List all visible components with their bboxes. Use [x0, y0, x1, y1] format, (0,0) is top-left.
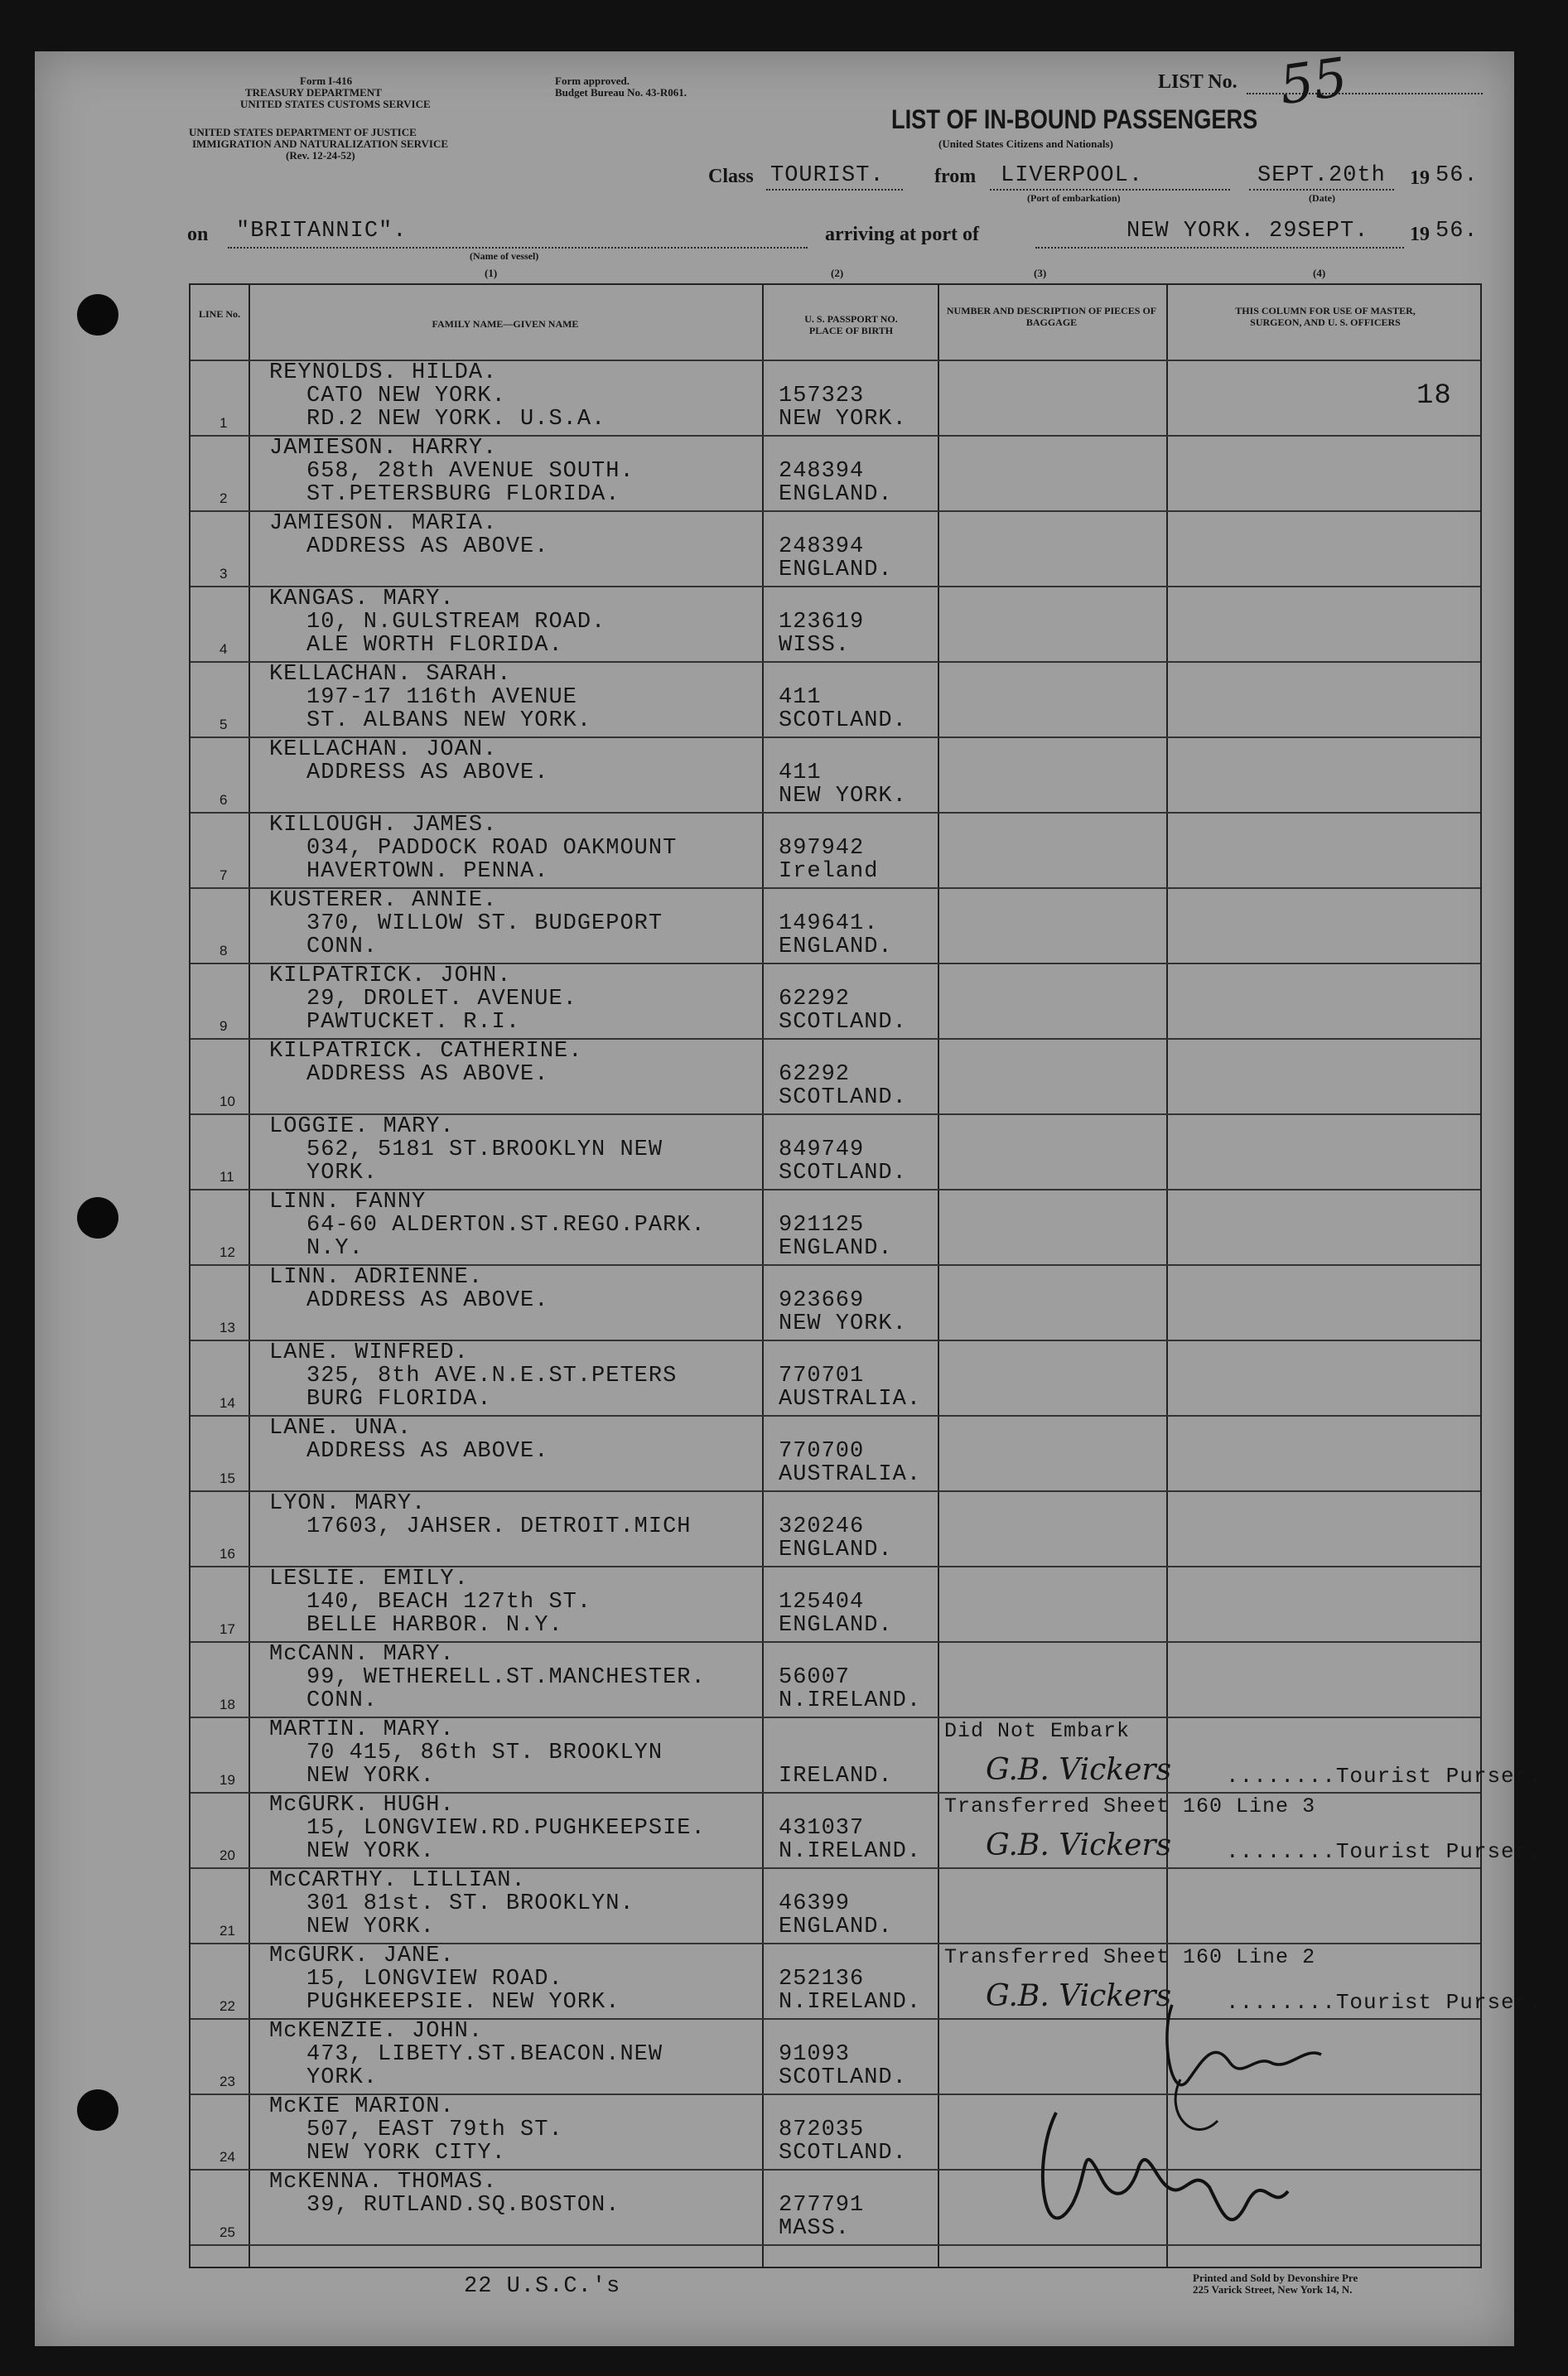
- passport-number: 62292: [779, 987, 851, 1012]
- vessel-name: "BRITANNIC".: [236, 219, 408, 244]
- table-row: [191, 963, 1480, 1040]
- place-of-birth: SCOTLAND.: [779, 1085, 907, 1110]
- place-of-birth: AUSTRALIA.: [779, 1387, 922, 1412]
- column-number-2: (2): [831, 267, 844, 279]
- place-of-birth: ENGLAND.: [779, 558, 893, 582]
- arrival-value: NEW YORK. 29SEPT.: [1127, 219, 1369, 244]
- document-subtitle: (United States Citizens and Nationals): [938, 138, 1113, 150]
- year2-value: 56.: [1435, 219, 1479, 244]
- passport-number: 897942: [779, 836, 865, 861]
- address-line-2: PUGHKEEPSIE. NEW YORK.: [306, 1990, 620, 2015]
- baggage-note: Transferred Sheet 160 Line 3: [944, 1794, 1316, 1818]
- address-line-2: YORK.: [306, 2065, 379, 2090]
- form-approved: Form approved.: [555, 75, 630, 87]
- passenger-name: KILLOUGH. JAMES.: [269, 813, 498, 838]
- address-line-2: CONN.: [306, 1688, 379, 1713]
- place-of-birth: ENGLAND.: [779, 482, 893, 507]
- line-number: 16: [220, 1546, 235, 1562]
- on-label: on: [187, 224, 209, 245]
- class-label: Class: [708, 166, 754, 187]
- address-line-1: 370, WILLOW ST. BUDGEPORT: [306, 911, 663, 936]
- address-line-1: 29, DROLET. AVENUE.: [306, 987, 577, 1012]
- address-line-1: ADDRESS AS ABOVE.: [306, 1288, 549, 1313]
- passenger-name: KILPATRICK. CATHERINE.: [269, 1039, 583, 1064]
- passport-number: 62292: [779, 1062, 851, 1087]
- line-number: 19: [220, 1772, 235, 1788]
- place-of-birth: NEW YORK.: [779, 407, 907, 432]
- table-row: [191, 435, 1480, 512]
- address-line-1: ADDRESS AS ABOVE.: [306, 1062, 549, 1087]
- table-row: [191, 1641, 1480, 1718]
- table-row: [191, 1264, 1480, 1341]
- port-note: (Port of embarkation): [1027, 192, 1121, 204]
- table-row: [191, 812, 1480, 889]
- passport-number: 157323: [779, 384, 865, 408]
- table-row: [191, 661, 1480, 738]
- address-line-2: ALE WORTH FLORIDA.: [306, 633, 563, 658]
- passport-number: 770700: [779, 1439, 865, 1464]
- place-of-birth: ENGLAND.: [779, 1538, 893, 1562]
- officer-note: ........Tourist Purser.: [1226, 1764, 1542, 1789]
- address-line-1: 10, N.GULSTREAM ROAD.: [306, 610, 606, 635]
- line-number: 24: [220, 2149, 235, 2165]
- line-number: 3: [220, 566, 228, 582]
- passenger-name: MARTIN. MARY.: [269, 1717, 455, 1742]
- col-header-officers: THIS COLUMN FOR USE OF MASTER, SURGEON, AND U. S. OFFICERS: [1235, 305, 1416, 328]
- table-row: [191, 1792, 1542, 1869]
- line-number: 7: [220, 867, 228, 883]
- table-row: [191, 1490, 1480, 1567]
- address-line-2: ST. ALBANS NEW YORK.: [306, 708, 592, 733]
- table-row: [191, 1113, 1480, 1190]
- customs-label: UNITED STATES CUSTOMS SERVICE: [240, 98, 431, 110]
- address-line-1: ADDRESS AS ABOVE.: [306, 1439, 549, 1464]
- address-line-1: 325, 8th AVE.N.E.ST.PETERS: [306, 1364, 678, 1388]
- address-line-2: N.Y.: [306, 1236, 364, 1261]
- column-number-4: (4): [1313, 267, 1326, 279]
- passenger-name: LINN. FANNY: [269, 1190, 427, 1215]
- address-line-1: 562, 5181 ST.BROOKLYN NEW: [306, 1137, 663, 1162]
- passport-number: 46399: [779, 1891, 851, 1916]
- address-line-1: 197-17 116th AVENUE: [306, 685, 577, 710]
- year1-prefix: 19: [1410, 167, 1430, 189]
- from-label: from: [934, 166, 977, 187]
- passenger-name: JAMIESON. HARRY.: [269, 436, 498, 461]
- table-row: [191, 586, 1480, 663]
- line-number: 25: [220, 2224, 235, 2240]
- vessel-note: (Name of vessel): [470, 250, 539, 262]
- table-row: [191, 360, 1480, 437]
- address-line-1: 301 81st. ST. BROOKLYN.: [306, 1891, 634, 1916]
- binder-hole: [77, 294, 118, 336]
- passport-number: 411: [779, 685, 822, 710]
- place-of-birth: WISS.: [779, 633, 851, 658]
- address-line-1: 99, WETHERELL.ST.MANCHESTER.: [306, 1665, 706, 1690]
- passenger-name: McGURK. JANE.: [269, 1944, 455, 1968]
- list-no-label: LIST No.: [1158, 71, 1238, 93]
- passenger-name: KILPATRICK. JOHN.: [269, 963, 512, 988]
- form-number: Form I-416: [300, 75, 353, 87]
- passport-number: 921125: [779, 1213, 865, 1238]
- baggage-note: Transferred Sheet 160 Line 2: [944, 1945, 1316, 1969]
- embarkation-port: LIVERPOOL.: [1001, 163, 1144, 188]
- arriving-label: arriving at port of: [825, 224, 979, 245]
- address-line-1: 39, RUTLAND.SQ.BOSTON.: [306, 2193, 620, 2218]
- address-line-1: 507, EAST 79th ST.: [306, 2118, 563, 2142]
- place-of-birth: ENGLAND.: [779, 1613, 893, 1638]
- address-line-2: ST.PETERSBURG FLORIDA.: [306, 482, 620, 507]
- place-of-birth: SCOTLAND.: [779, 2065, 907, 2090]
- printer-line-1: Printed and Sold by Devonshire Pre: [1193, 2272, 1358, 2284]
- line-number: 20: [220, 1847, 235, 1863]
- place-of-birth: SCOTLAND.: [779, 2141, 907, 2166]
- address-line-1: CATO NEW YORK.: [306, 384, 506, 408]
- passenger-name: LYON. MARY.: [269, 1491, 427, 1516]
- line-number: 21: [220, 1923, 235, 1939]
- place-of-birth: NEW YORK.: [779, 1311, 907, 1336]
- line-number: 5: [220, 717, 228, 732]
- passport-number: 56007: [779, 1665, 851, 1690]
- col-header-baggage: NUMBER AND DESCRIPTION OF PIECES OF BAGGAGE: [946, 305, 1157, 328]
- table-row: [191, 887, 1480, 964]
- table-row: [191, 736, 1480, 814]
- passport-number: 411: [779, 761, 822, 785]
- col-header-passport: U. S. PASSPORT NO. PLACE OF BIRTH: [804, 313, 898, 336]
- column-number-3: (3): [1034, 267, 1047, 279]
- place-of-birth: N.IRELAND.: [779, 1688, 922, 1713]
- address-line-2: NEW YORK CITY.: [306, 2141, 506, 2166]
- address-line-2: YORK.: [306, 1161, 379, 1186]
- table-row: [191, 1717, 1542, 1794]
- address-line-1: 034, PADDOCK ROAD OAKMOUNT: [306, 836, 678, 861]
- citizen-total: 22 U.S.C.'s: [464, 2274, 621, 2299]
- passport-number: 770701: [779, 1364, 865, 1388]
- table-row: [191, 1867, 1480, 1944]
- place-of-birth: SCOTLAND.: [779, 1010, 907, 1035]
- table-row: [191, 1415, 1480, 1492]
- address-line-2: PAWTUCKET. R.I.: [306, 1010, 521, 1035]
- officer-note: ........Tourist Purser.: [1226, 1990, 1542, 2015]
- passenger-name: KELLACHAN. JOAN.: [269, 737, 498, 762]
- passport-number: 125404: [779, 1590, 865, 1615]
- place-of-birth: N.IRELAND.: [779, 1839, 922, 1864]
- purser-signature: G.B. Vickers: [986, 1753, 1172, 1787]
- address-line-2: NEW YORK.: [306, 1915, 435, 1939]
- address-line-2: BURG FLORIDA.: [306, 1387, 492, 1412]
- year2-prefix: 19: [1410, 224, 1430, 245]
- passenger-name: REYNOLDS. HILDA.: [269, 360, 498, 385]
- address-line-1: 17603, JAHSER. DETROIT.MICH: [306, 1514, 692, 1539]
- passport-number: 248394: [779, 459, 865, 484]
- departure-date: SEPT.20th: [1257, 163, 1386, 188]
- address-line-2: NEW YORK.: [306, 1839, 435, 1864]
- passenger-name: LOGGIE. MARY.: [269, 1114, 455, 1139]
- table-row: [191, 1189, 1480, 1266]
- passport-number: 149641.: [779, 911, 879, 936]
- address-line-2: RD.2 NEW YORK. U.S.A.: [306, 407, 606, 432]
- passport-number: 849749: [779, 1137, 865, 1162]
- place-of-birth: N.IRELAND.: [779, 1990, 922, 2015]
- officer-note: ........Tourist Purser.: [1226, 1839, 1542, 1864]
- passenger-name: LESLIE. EMILY.: [269, 1567, 469, 1591]
- line-number: 12: [220, 1244, 235, 1260]
- passenger-name: LINN. ADRIENNE.: [269, 1265, 484, 1290]
- line-number: 1: [220, 415, 228, 431]
- place-of-birth: ENGLAND.: [779, 934, 893, 959]
- passenger-name: KANGAS. MARY.: [269, 587, 455, 611]
- table-row: [191, 510, 1480, 587]
- passport-number: 252136: [779, 1967, 865, 1992]
- address-line-1: 64-60 ALDERTON.ST.REGO.PARK.: [306, 1213, 706, 1238]
- line-number: 4: [220, 641, 228, 657]
- table-row: [191, 1566, 1480, 1643]
- address-line-2: HAVERTOWN. PENNA.: [306, 859, 549, 884]
- line-number: 15: [220, 1471, 235, 1486]
- col-header-name: FAMILY NAME—GIVEN NAME: [432, 318, 579, 330]
- address-line-1: 473, LIBETY.ST.BEACON.NEW: [306, 2042, 663, 2067]
- list-no-value: 55: [1276, 46, 1352, 118]
- place-of-birth: MASS.: [779, 2216, 851, 2241]
- place-of-birth: NEW YORK.: [779, 784, 907, 809]
- address-line-1: 658, 28th AVENUE SOUTH.: [306, 459, 634, 484]
- place-of-birth: Ireland: [779, 859, 879, 884]
- passport-number: 872035: [779, 2118, 865, 2142]
- passport-number: 277791: [779, 2193, 865, 2218]
- passport-number: 320246: [779, 1514, 865, 1539]
- baggage-note: Did Not Embark: [944, 1719, 1131, 1743]
- printer-line-2: 225 Varick Street, New York 14, N.: [1193, 2283, 1353, 2296]
- line-number: 8: [220, 943, 228, 959]
- address-line-2: CONN.: [306, 934, 379, 959]
- address-line-1: ADDRESS AS ABOVE.: [306, 761, 549, 785]
- line-number: 23: [220, 2074, 235, 2089]
- place-of-birth: SCOTLAND.: [779, 708, 907, 733]
- passport-number: 91093: [779, 2042, 851, 2067]
- place-of-birth: ENGLAND.: [779, 1915, 893, 1939]
- passenger-name: McKENZIE. JOHN.: [269, 2019, 484, 2044]
- document-title: LIST OF IN-BOUND PASSENGERS: [891, 104, 1258, 134]
- table-row: [191, 1038, 1480, 1115]
- passport-number: 431037: [779, 1816, 865, 1841]
- address-line-2: NEW YORK.: [306, 1764, 435, 1789]
- purser-signature: G.B. Vickers: [986, 1979, 1172, 2013]
- revision-label: (Rev. 12-24-52): [286, 149, 355, 162]
- binder-hole: [77, 2089, 118, 2131]
- passenger-table: [189, 283, 1542, 2268]
- passenger-name: LANE. WINFRED.: [269, 1340, 469, 1365]
- line-number: 10: [220, 1094, 235, 1109]
- treasury-label: TREASURY DEPARTMENT: [245, 86, 382, 99]
- date-note: (Date): [1309, 192, 1335, 204]
- class-value: TOURIST.: [770, 163, 885, 188]
- line-number: 22: [220, 1998, 235, 2014]
- officer-note: 18: [1416, 380, 1452, 412]
- year1-value: 56.: [1435, 163, 1479, 188]
- line-number: 11: [220, 1169, 234, 1185]
- table-row: [191, 1340, 1480, 1417]
- passenger-name: McCARTHY. LILLIAN.: [269, 1868, 526, 1893]
- passenger-name: KUSTERER. ANNIE.: [269, 888, 498, 913]
- address-line-1: 15, LONGVIEW.RD.PUGHKEEPSIE.: [306, 1816, 706, 1841]
- address-line-2: BELLE HARBOR. N.Y.: [306, 1613, 563, 1638]
- address-line-1: 70 415, 86th ST. BROOKLYN: [306, 1741, 663, 1765]
- place-of-birth: SCOTLAND.: [779, 1161, 907, 1186]
- col-header-line: LINE No.: [198, 308, 240, 320]
- passenger-name: McCANN. MARY.: [269, 1642, 455, 1667]
- budget-bureau: Budget Bureau No. 43-R061.: [555, 86, 688, 99]
- line-number: 13: [220, 1320, 235, 1335]
- passport-number: 923669: [779, 1288, 865, 1313]
- line-number: 17: [220, 1621, 235, 1637]
- line-number: 9: [220, 1018, 228, 1034]
- address-line-1: ADDRESS AS ABOVE.: [306, 534, 549, 559]
- officer-signature: [1023, 1988, 1346, 2253]
- line-number: 18: [220, 1697, 235, 1712]
- address-line-1: 140, BEACH 127th ST.: [306, 1590, 592, 1615]
- address-line-1: 15, LONGVIEW ROAD.: [306, 1967, 563, 1992]
- passenger-name: JAMIESON. MARIA.: [269, 511, 498, 536]
- justice-label: UNITED STATES DEPARTMENT OF JUSTICE: [189, 126, 417, 138]
- passport-number: 123619: [779, 610, 865, 635]
- passenger-name: McGURK. HUGH.: [269, 1793, 455, 1818]
- place-of-birth: ENGLAND.: [779, 1236, 893, 1261]
- ins-label: IMMIGRATION AND NATURALIZATION SERVICE: [192, 138, 449, 150]
- line-number: 2: [220, 490, 228, 506]
- passenger-name: McKIE MARION.: [269, 2094, 455, 2119]
- passenger-name: McKENNA. THOMAS.: [269, 2170, 498, 2195]
- passport-number: 248394: [779, 534, 865, 559]
- place-of-birth: IRELAND.: [779, 1764, 893, 1789]
- passenger-name: KELLACHAN. SARAH.: [269, 662, 512, 687]
- line-number: 14: [220, 1395, 235, 1411]
- line-number: 6: [220, 792, 228, 808]
- binder-hole: [77, 1197, 118, 1239]
- passenger-name: LANE. UNA.: [269, 1416, 413, 1441]
- place-of-birth: AUSTRALIA.: [779, 1462, 922, 1487]
- column-number-1: (1): [485, 267, 498, 279]
- purser-signature: G.B. Vickers: [986, 1828, 1172, 1862]
